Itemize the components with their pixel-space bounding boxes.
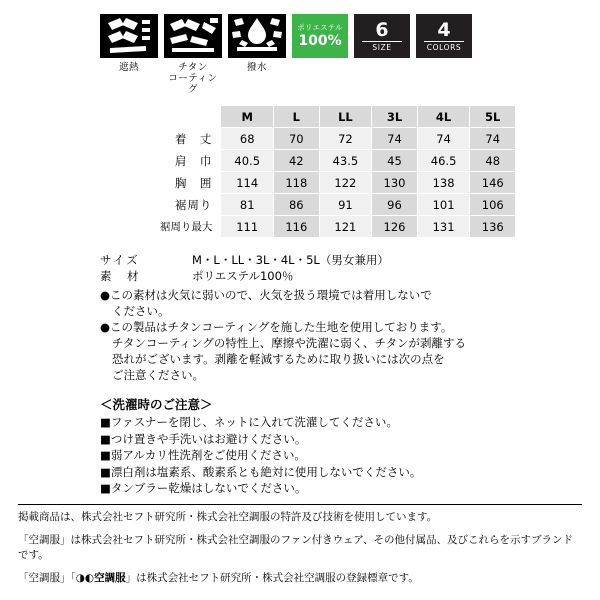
cell-chest-4l: 138 (417, 172, 470, 194)
wash-care-item: ■ファスナーを閉じ、ネットに入れて洗濯してください。 (100, 415, 398, 429)
wash-care-item: ■漂白剤は塩素系、酸素系とも絶対に使用しないでください。 (100, 464, 422, 479)
table-row (100, 216, 516, 238)
table-row (100, 128, 516, 150)
feature-badge-row (18, 14, 582, 95)
cell-length-3l: 74 (372, 128, 417, 150)
polyester-badge (292, 14, 348, 58)
cell-chest-m: 114 (221, 172, 274, 194)
size-count-number: 6 (375, 19, 389, 41)
size-col-5l: 5L (470, 106, 516, 128)
feature-badge-caption: チタン コーティング (168, 62, 218, 95)
cell-length-4l: 74 (417, 128, 470, 150)
size-table (100, 105, 516, 238)
cell-shoulder-3l: 45 (372, 150, 417, 172)
row-label-shoulder: 肩 巾 (100, 150, 221, 172)
cell-hem-5l: 106 (470, 194, 516, 216)
cell-length-m: 68 (221, 128, 274, 150)
table-row (100, 194, 516, 216)
feature-badge-caption: 撥水 (246, 62, 267, 73)
cell-hem-ll: 91 (319, 194, 372, 216)
cell-shoulder-ll: 43.5 (319, 150, 372, 172)
caution-note-line: ください。 (112, 304, 170, 318)
spec-material-value: ポリエステル100％ (192, 269, 294, 283)
titanium-coating-icon (164, 14, 222, 58)
wash-care-list (100, 414, 582, 497)
caution-note-line: ●この製品はチタンコーティングを施した生地を使用しております。 (100, 320, 453, 334)
cell-hem-max-l: 116 (274, 216, 319, 238)
feature-badge-heat-shield (100, 14, 158, 73)
polyester-badge-label: ポリエステル (297, 23, 343, 32)
footer-line-brand: 「空調服」は株式会社セフト研究所・株式会社空調服のファン付きウェア、その他付属品、及びこれらを示すブランドです。 (18, 534, 574, 561)
cell-hem-max-3l: 126 (372, 216, 417, 238)
cell-hem-3l: 96 (372, 194, 417, 216)
footer-trademark-close: 」 (125, 572, 137, 584)
cell-chest-ll: 122 (319, 172, 372, 194)
footer-trademark-open: 「 (70, 572, 76, 584)
cell-shoulder-l: 42 (274, 150, 319, 172)
kuchoufuku-logo-mark: ◑◐空調服 (75, 572, 126, 584)
spec-material-line (100, 268, 582, 284)
caution-notes (100, 287, 582, 383)
heat-shield-icon (100, 14, 158, 58)
caution-note-line: ご注意ください。 (112, 368, 204, 382)
color-count-label: COLORS (424, 41, 464, 52)
spec-size-line (100, 252, 582, 268)
footer-line-trademark (18, 571, 582, 586)
feature-badge-water-repellent (228, 14, 286, 73)
cell-hem-m: 81 (221, 194, 274, 216)
feature-badge-titanium (164, 14, 222, 95)
cell-shoulder-5l: 48 (470, 150, 516, 172)
cell-chest-3l: 130 (372, 172, 417, 194)
cell-hem-l: 86 (274, 194, 319, 216)
color-count-badge (416, 14, 472, 58)
cell-hem-max-5l: 136 (470, 216, 516, 238)
cell-hem-max-4l: 131 (417, 216, 470, 238)
spec-size-label: サイズ (100, 253, 140, 267)
wash-care-item: ■弱アルカリ性洗剤をご使用ください。 (100, 448, 306, 462)
wash-care-title: ＜洗濯時のご注意＞ (100, 397, 213, 412)
cell-hem-4l: 101 (417, 194, 470, 216)
size-count-label: SIZE (362, 41, 402, 52)
caution-note-line: ●この素材は火気に弱いので、火気を扱う環境では着用しないで (100, 288, 432, 302)
footer-legal (18, 504, 582, 586)
size-count-badge (354, 14, 410, 58)
row-label-hem: 裾周り (100, 194, 221, 216)
water-repellent-icon (228, 14, 286, 58)
table-row (100, 172, 516, 194)
cell-shoulder-m: 40.5 (221, 150, 274, 172)
wash-care-item: ■タンブラー乾燥はしないでください。 (100, 481, 307, 495)
size-table-corner (100, 106, 221, 128)
spec-block (18, 252, 582, 497)
row-label-chest: 胸 囲 (100, 172, 221, 194)
size-col-l: L (274, 106, 319, 128)
caution-note-line: チタンコーティングの特性上、摩擦や洗濯に弱く、チタンが剥離する (112, 336, 466, 350)
cell-shoulder-4l: 46.5 (417, 150, 470, 172)
row-label-length: 着 丈 (100, 128, 221, 150)
cell-length-5l: 74 (470, 128, 516, 150)
footer-trademark-tail: は株式会社セフト研究所・株式会社空調服の登録標章です。 (136, 572, 419, 584)
size-col-4l: 4L (417, 106, 470, 128)
cell-chest-5l: 146 (470, 172, 516, 194)
cell-hem-max-ll: 121 (319, 216, 372, 238)
polyester-badge-value: 100% (298, 33, 342, 49)
color-count-number: 4 (437, 19, 451, 41)
size-col-3l: 3L (372, 106, 417, 128)
footer-divider (18, 504, 582, 505)
cell-length-ll: 72 (319, 128, 372, 150)
size-col-ll: LL (319, 106, 372, 128)
size-table-header-row (100, 106, 516, 128)
cell-hem-max-m: 111 (221, 216, 274, 238)
cell-length-l: 70 (274, 128, 319, 150)
footer-trademark-a: 「空調服」 (18, 572, 71, 584)
spec-material-label: 素 材 (100, 269, 141, 283)
footer-line-patent: 掲載商品は、株式会社セフト研究所・株式会社空調服の特許及び技術を使用しています。 (18, 511, 438, 523)
size-table-wrap (18, 105, 582, 238)
spec-size-value: M・L・LL・3L・4L・5L（男女兼用） (192, 253, 389, 267)
table-row (100, 150, 516, 172)
feature-badge-caption: 遮熱 (118, 62, 139, 73)
caution-note-line: 恐れがございます。剥離を軽減するために取り扱いには次の点を (112, 352, 445, 366)
size-col-m: M (221, 106, 274, 128)
cell-chest-l: 118 (274, 172, 319, 194)
wash-care-item: ■つけ置きや手洗いはお避けください。 (100, 431, 307, 446)
row-label-hem-max: 裾周り最大 (100, 216, 221, 238)
